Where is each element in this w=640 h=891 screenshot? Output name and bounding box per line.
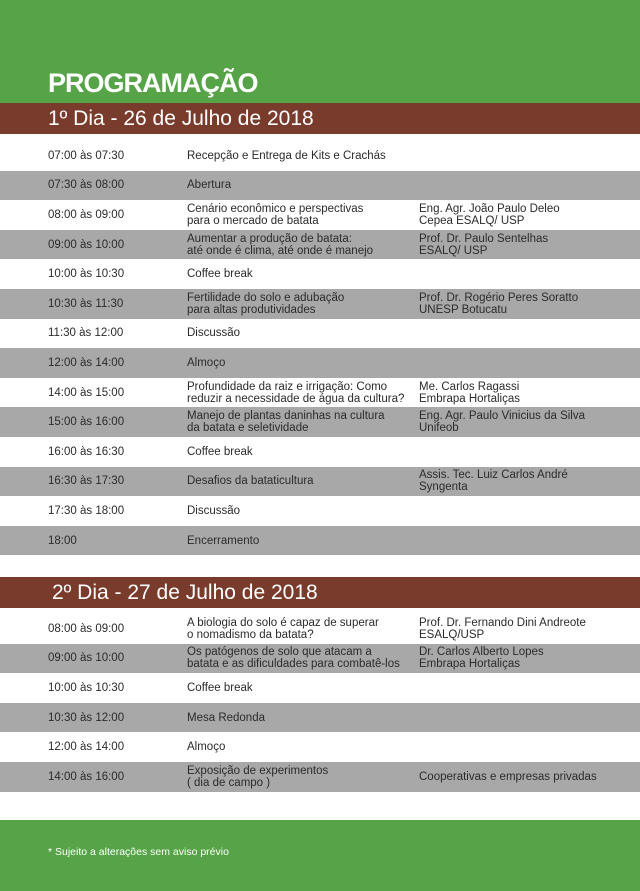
- session-topic: [187, 741, 225, 753]
- schedule-row: [0, 644, 640, 674]
- session-time: 08:00 às 09:00: [48, 208, 125, 221]
- session-topic: [187, 150, 386, 162]
- session-speaker-line: Eng. Agr. Paulo Vinicius da Silva: [419, 410, 586, 423]
- schedule-row: [0, 496, 640, 526]
- session-topic: [187, 475, 314, 487]
- session-topic-line: batata e as dificuldades para combatê-los: [187, 658, 400, 671]
- session-speaker-line: Prof. Dr. Fernando Dini Andreote: [419, 616, 586, 629]
- session-speaker-line: Assis. Tec. Luiz Carlos André: [419, 469, 568, 482]
- day-1-heading: 1º Dia - 26 de Julho de 2018: [0, 103, 640, 134]
- session-speaker-line: Prof. Dr. Rogério Peres Soratto: [419, 291, 579, 304]
- session-time: 12:00 às 14:00: [48, 741, 125, 754]
- session-topic: [187, 505, 240, 517]
- schedule-row: [0, 437, 640, 467]
- schedule-row: [0, 614, 640, 644]
- session-time: 16:30 às 17:30: [48, 475, 125, 488]
- session-time: 15:00 às 16:00: [48, 416, 125, 429]
- session-time: 10:30 às 11:30: [48, 297, 124, 310]
- schedule-row: [0, 526, 640, 556]
- session-speaker-line: Dr. Carlos Alberto Lopes: [419, 646, 544, 659]
- session-topic: [187, 617, 379, 641]
- schedule-row: [0, 673, 640, 703]
- session-topic-line: Abertura: [187, 179, 232, 192]
- session-topic-line: reduzir a necessidade de água da cultura?: [187, 392, 405, 405]
- session-topic-line: Discussão: [187, 504, 241, 517]
- session-topic-line: Almoço: [187, 741, 226, 754]
- schedule-row: [0, 141, 640, 171]
- session-time: 10:00 às 10:30: [48, 681, 125, 694]
- session-time: 10:30 às 12:00: [48, 711, 125, 724]
- session-time: 07:00 às 07:30: [48, 149, 125, 162]
- session-time: 07:30 às 08:00: [48, 179, 125, 192]
- session-topic-line: Recepção e Entrega de Kits e Crachás: [187, 149, 386, 162]
- session-speaker-line: Prof. Dr. Paulo Sentelhas: [419, 232, 549, 245]
- session-topic: [187, 203, 363, 227]
- session-speaker: [419, 646, 544, 670]
- session-speaker-line: Cepea ESALQ/ USP: [419, 214, 525, 227]
- session-speaker-line: Embrapa Hortaliças: [419, 658, 520, 671]
- session-topic-line: para altas produtividades: [187, 303, 316, 316]
- session-topic-line: Desafios da bataticultura: [187, 475, 314, 488]
- footnote: * Sujeito a alterações sem aviso prévio: [48, 846, 229, 858]
- session-time: 14:00 às 15:00: [48, 386, 125, 399]
- session-time: 16:00 às 16:30: [48, 445, 125, 458]
- session-speaker: [419, 233, 548, 257]
- schedule-row: [0, 762, 640, 792]
- session-time: 12:00 às 14:00: [48, 356, 125, 369]
- day-2-schedule: [0, 614, 640, 792]
- session-topic: [187, 381, 404, 405]
- session-topic: [187, 357, 225, 369]
- session-topic-line: A biologia do solo é capaz de superar: [187, 616, 379, 629]
- session-topic-line: da batata e seletividade: [187, 422, 309, 435]
- session-time: 14:00 às 16:00: [48, 770, 125, 783]
- session-speaker-line: Cooperativas e empresas privadas: [419, 770, 597, 783]
- session-topic: [187, 682, 253, 694]
- session-time: 10:00 às 10:30: [48, 268, 125, 281]
- session-speaker-line: ESALQ/ USP: [419, 244, 488, 257]
- schedule-row: [0, 200, 640, 230]
- session-topic-line: Coffee break: [187, 268, 253, 281]
- session-speaker: [419, 381, 520, 405]
- schedule-row: [0, 378, 640, 408]
- session-time: 09:00 às 10:00: [48, 238, 125, 251]
- session-time: 18:00: [48, 534, 77, 547]
- session-speaker: [419, 469, 568, 493]
- session-topic-line: Almoço: [187, 356, 226, 369]
- session-topic: [187, 765, 328, 789]
- session-topic: [187, 292, 344, 316]
- session-speaker-line: Embrapa Hortaliças: [419, 392, 520, 405]
- session-topic-line: Profundidade da raiz e irrigação: Como: [187, 380, 388, 393]
- session-topic-line: ( dia de campo ): [187, 776, 271, 789]
- schedule-row: [0, 703, 640, 733]
- session-topic: [187, 179, 231, 191]
- session-time: 08:00 às 09:00: [48, 622, 125, 635]
- session-topic-line: Manejo de plantas daninhas na cultura: [187, 410, 385, 423]
- session-speaker: [419, 771, 597, 783]
- session-topic-line: o nomadismo da batata?: [187, 628, 314, 641]
- session-speaker: [419, 410, 585, 434]
- session-time: 17:30 às 18:00: [48, 504, 125, 517]
- session-topic: [187, 268, 253, 280]
- session-topic-line: Mesa Redonda: [187, 711, 265, 724]
- session-time: 09:00 às 10:00: [48, 652, 125, 665]
- session-speaker-line: Me. Carlos Ragassi: [419, 380, 520, 393]
- session-topic-line: Aumentar a produção de batata:: [187, 232, 352, 245]
- schedule-row: [0, 467, 640, 497]
- schedule-row: [0, 230, 640, 260]
- schedule-row: [0, 171, 640, 201]
- session-topic-line: Cenário econômico e perspectivas: [187, 202, 364, 215]
- schedule-row: [0, 259, 640, 289]
- session-speaker: [419, 617, 586, 641]
- session-topic-line: Coffee break: [187, 681, 253, 694]
- schedule-row: [0, 732, 640, 762]
- day-1-schedule: [0, 141, 640, 555]
- session-topic-line: Os patógenos de solo que atacam a: [187, 646, 372, 659]
- session-speaker-line: UNESP Botucatu: [419, 303, 508, 316]
- session-speaker-line: Syngenta: [419, 481, 468, 494]
- session-topic: [187, 535, 259, 547]
- day-2-heading: 2º Dia - 27 de Julho de 2018: [0, 577, 640, 608]
- session-speaker-line: Eng. Agr. João Paulo Deleo: [419, 202, 560, 215]
- session-topic-line: Coffee break: [187, 445, 253, 458]
- schedule-row: [0, 407, 640, 437]
- session-topic-line: Fertilidade do solo e adubação: [187, 291, 345, 304]
- session-topic: [187, 410, 385, 434]
- session-time: 11:30 às 12:00: [48, 327, 124, 340]
- session-speaker-line: ESALQ/USP: [419, 628, 485, 641]
- session-topic: [187, 446, 253, 458]
- session-topic: [187, 712, 265, 724]
- page-title: PROGRAMAÇÃO: [48, 68, 258, 98]
- schedule-row: [0, 319, 640, 349]
- session-topic-line: para o mercado de batata: [187, 214, 319, 227]
- session-speaker: [419, 203, 560, 227]
- session-topic: [187, 327, 240, 339]
- session-topic-line: Exposição de experimentos: [187, 764, 329, 777]
- session-topic-line: até onde é clima, até onde é manejo: [187, 244, 374, 257]
- session-speaker-line: Unifeob: [419, 422, 459, 435]
- session-topic: [187, 646, 400, 670]
- schedule-row: [0, 348, 640, 378]
- session-topic: [187, 233, 373, 257]
- session-topic-line: Discussão: [187, 327, 241, 340]
- session-topic-line: Encerramento: [187, 534, 260, 547]
- schedule-row: [0, 289, 640, 319]
- session-speaker: [419, 292, 578, 316]
